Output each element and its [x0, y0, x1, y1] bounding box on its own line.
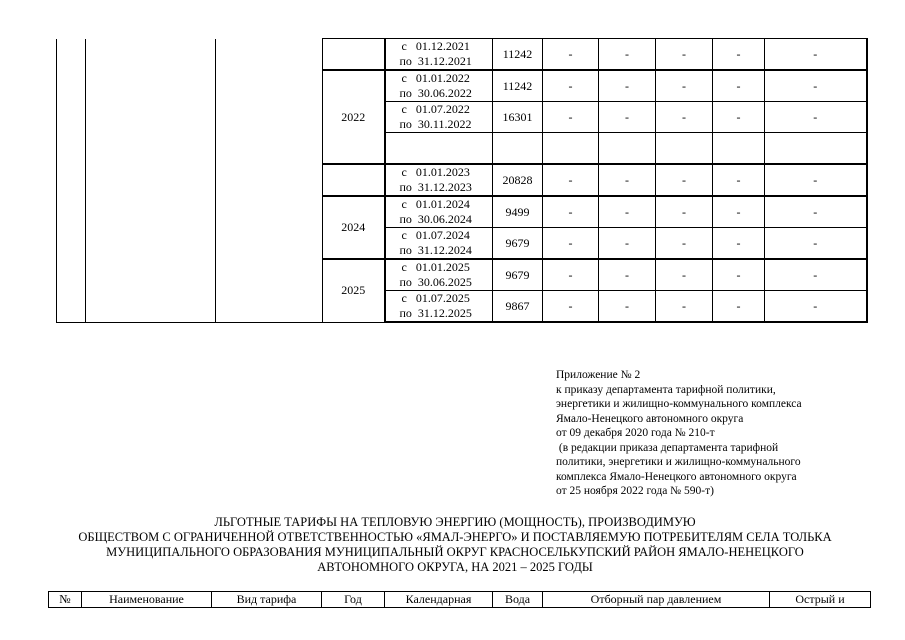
value-cell: - — [765, 102, 867, 133]
value-cell: - — [765, 196, 867, 228]
value-cell: - — [656, 259, 713, 291]
header-calendar: Календарная — [385, 592, 493, 608]
header-steam: Отборный пар давлением — [543, 592, 770, 608]
period-cell — [385, 291, 493, 323]
period-from: с 01.07.2022 — [401, 102, 470, 116]
value-cell: - — [656, 102, 713, 133]
value-cell — [765, 133, 867, 165]
period-cell — [385, 70, 493, 102]
water-value: 9679 — [493, 228, 543, 260]
value-cell: - — [656, 196, 713, 228]
period-from: с 01.07.2025 — [401, 291, 470, 305]
value-cell: - — [543, 39, 599, 71]
value-cell — [543, 133, 599, 165]
period-to: по 30.06.2024 — [399, 212, 472, 226]
title-line: ОБЩЕСТВОМ С ОГРАНИЧЕННОЙ ОТВЕТСТВЕННОСТЬЮ «ЯМАЛ-ЭНЕРГО» И ПОСТАВЛЯЕМУЮ ПОТРЕБИТЕЛЯМ СЕЛА ТОЛЬКА — [78, 530, 832, 544]
period-from: с 01.07.2024 — [401, 228, 470, 242]
water-value — [493, 133, 543, 165]
value-cell: - — [543, 291, 599, 323]
blank-cell — [216, 39, 323, 323]
value-cell: - — [656, 39, 713, 71]
period-cell — [385, 39, 493, 71]
value-cell: - — [599, 164, 656, 196]
value-cell — [599, 133, 656, 165]
header-water: Вода — [493, 592, 543, 608]
value-cell: - — [656, 164, 713, 196]
value-cell: - — [713, 39, 765, 71]
value-cell: - — [765, 164, 867, 196]
value-cell: - — [713, 164, 765, 196]
value-cell: - — [713, 70, 765, 102]
title-line: МУНИЦИПАЛЬНОГО ОБРАЗОВАНИЯ МУНИЦИПАЛЬНЫЙ ОКРУГ КРАСНОСЕЛЬКУПСКИЙ РАЙОН ЯМАЛО-НЕНЕЦКОГО — [106, 545, 804, 559]
annex-line: комплекса Ямало-Ненецкого автономного округа — [556, 470, 797, 483]
period-cell — [385, 228, 493, 260]
value-cell: - — [713, 228, 765, 260]
annex-line: (в редакции приказа департамента тарифной — [556, 441, 779, 454]
value-cell — [656, 133, 713, 165]
water-value: 9867 — [493, 291, 543, 323]
year-cell — [323, 164, 385, 196]
period-to: по 30.11.2022 — [399, 117, 472, 131]
value-cell: - — [765, 39, 867, 71]
period-to: по 31.12.2021 — [399, 54, 472, 68]
value-cell: - — [599, 228, 656, 260]
period-cell — [385, 259, 493, 291]
tariff-header-table — [48, 591, 871, 608]
water-value: 16301 — [493, 102, 543, 133]
value-cell: - — [599, 291, 656, 323]
year-cell: 2024 — [323, 196, 385, 259]
period-from: с 01.01.2024 — [401, 197, 470, 211]
value-cell: - — [599, 39, 656, 71]
document-title — [40, 515, 870, 575]
period-to: по 31.12.2025 — [399, 306, 472, 320]
period-from: с 01.01.2025 — [401, 260, 470, 274]
value-cell: - — [599, 259, 656, 291]
annex-line: Ямало-Ненецкого автономного округа — [556, 412, 744, 425]
blank-cell — [86, 39, 216, 323]
header-tariff-type: Вид тарифа — [212, 592, 322, 608]
header-row — [49, 592, 871, 608]
tariff-table — [56, 38, 868, 323]
period-from: с 01.01.2022 — [401, 71, 470, 85]
water-value: 20828 — [493, 164, 543, 196]
annex-line: от 09 декабря 2020 года № 210-т — [556, 427, 715, 439]
title-line: АВТОНОМНОГО ОКРУГА, НА 2021 – 2025 ГОДЫ — [317, 560, 593, 574]
annex-line: Приложение № 2 — [556, 369, 641, 381]
period-to: по 30.06.2025 — [399, 275, 472, 289]
period-to: по 31.12.2023 — [399, 180, 472, 194]
blank-cell — [57, 39, 86, 323]
value-cell: - — [656, 291, 713, 323]
water-value: 9679 — [493, 259, 543, 291]
value-cell: - — [599, 196, 656, 228]
value-cell: - — [713, 259, 765, 291]
value-cell: - — [713, 291, 765, 323]
value-cell: - — [765, 291, 867, 323]
period-from: с 01.12.2021 — [401, 39, 470, 53]
water-value: 11242 — [493, 39, 543, 71]
value-cell: - — [599, 102, 656, 133]
value-cell: - — [656, 228, 713, 260]
header-no: № — [49, 592, 82, 608]
title-line: ЛЬГОТНЫЕ ТАРИФЫ НА ТЕПЛОВУЮ ЭНЕРГИЮ (МОЩНОСТЬ), ПРОИЗВОДИМУЮ — [214, 515, 696, 529]
header-year: Год — [322, 592, 385, 608]
header-sharp: Острый и — [770, 592, 871, 608]
tariff-row — [57, 39, 867, 71]
annex-line: энергетики и жилищно-коммунального комплекса — [556, 398, 802, 410]
value-cell: - — [543, 102, 599, 133]
value-cell: - — [543, 196, 599, 228]
value-cell: - — [599, 70, 656, 102]
value-cell: - — [765, 259, 867, 291]
period-cell — [385, 102, 493, 133]
value-cell: - — [543, 164, 599, 196]
annex-line: к приказу департамента тарифной политики, — [556, 383, 776, 396]
period-cell — [385, 133, 493, 165]
period-cell — [385, 164, 493, 196]
period-from: с 01.01.2023 — [401, 165, 470, 179]
value-cell — [713, 133, 765, 165]
value-cell: - — [656, 70, 713, 102]
value-cell: - — [543, 70, 599, 102]
period-to: по 30.06.2022 — [399, 86, 472, 100]
annex-line: политики, энергетики и жилищно-коммунального — [556, 456, 801, 468]
period-to: по 31.12.2024 — [399, 243, 472, 257]
value-cell: - — [765, 228, 867, 260]
value-cell: - — [543, 228, 599, 260]
water-value: 11242 — [493, 70, 543, 102]
year-cell — [323, 39, 385, 71]
value-cell: - — [713, 102, 765, 133]
annex-note — [556, 368, 856, 499]
year-cell: 2025 — [323, 259, 385, 322]
value-cell: - — [713, 196, 765, 228]
water-value: 9499 — [493, 196, 543, 228]
period-cell — [385, 196, 493, 228]
year-cell: 2022 — [323, 70, 385, 164]
value-cell: - — [543, 259, 599, 291]
value-cell: - — [765, 70, 867, 102]
header-name: Наименование — [82, 592, 212, 608]
annex-line: от 25 ноября 2022 года № 590-т) — [556, 485, 714, 497]
